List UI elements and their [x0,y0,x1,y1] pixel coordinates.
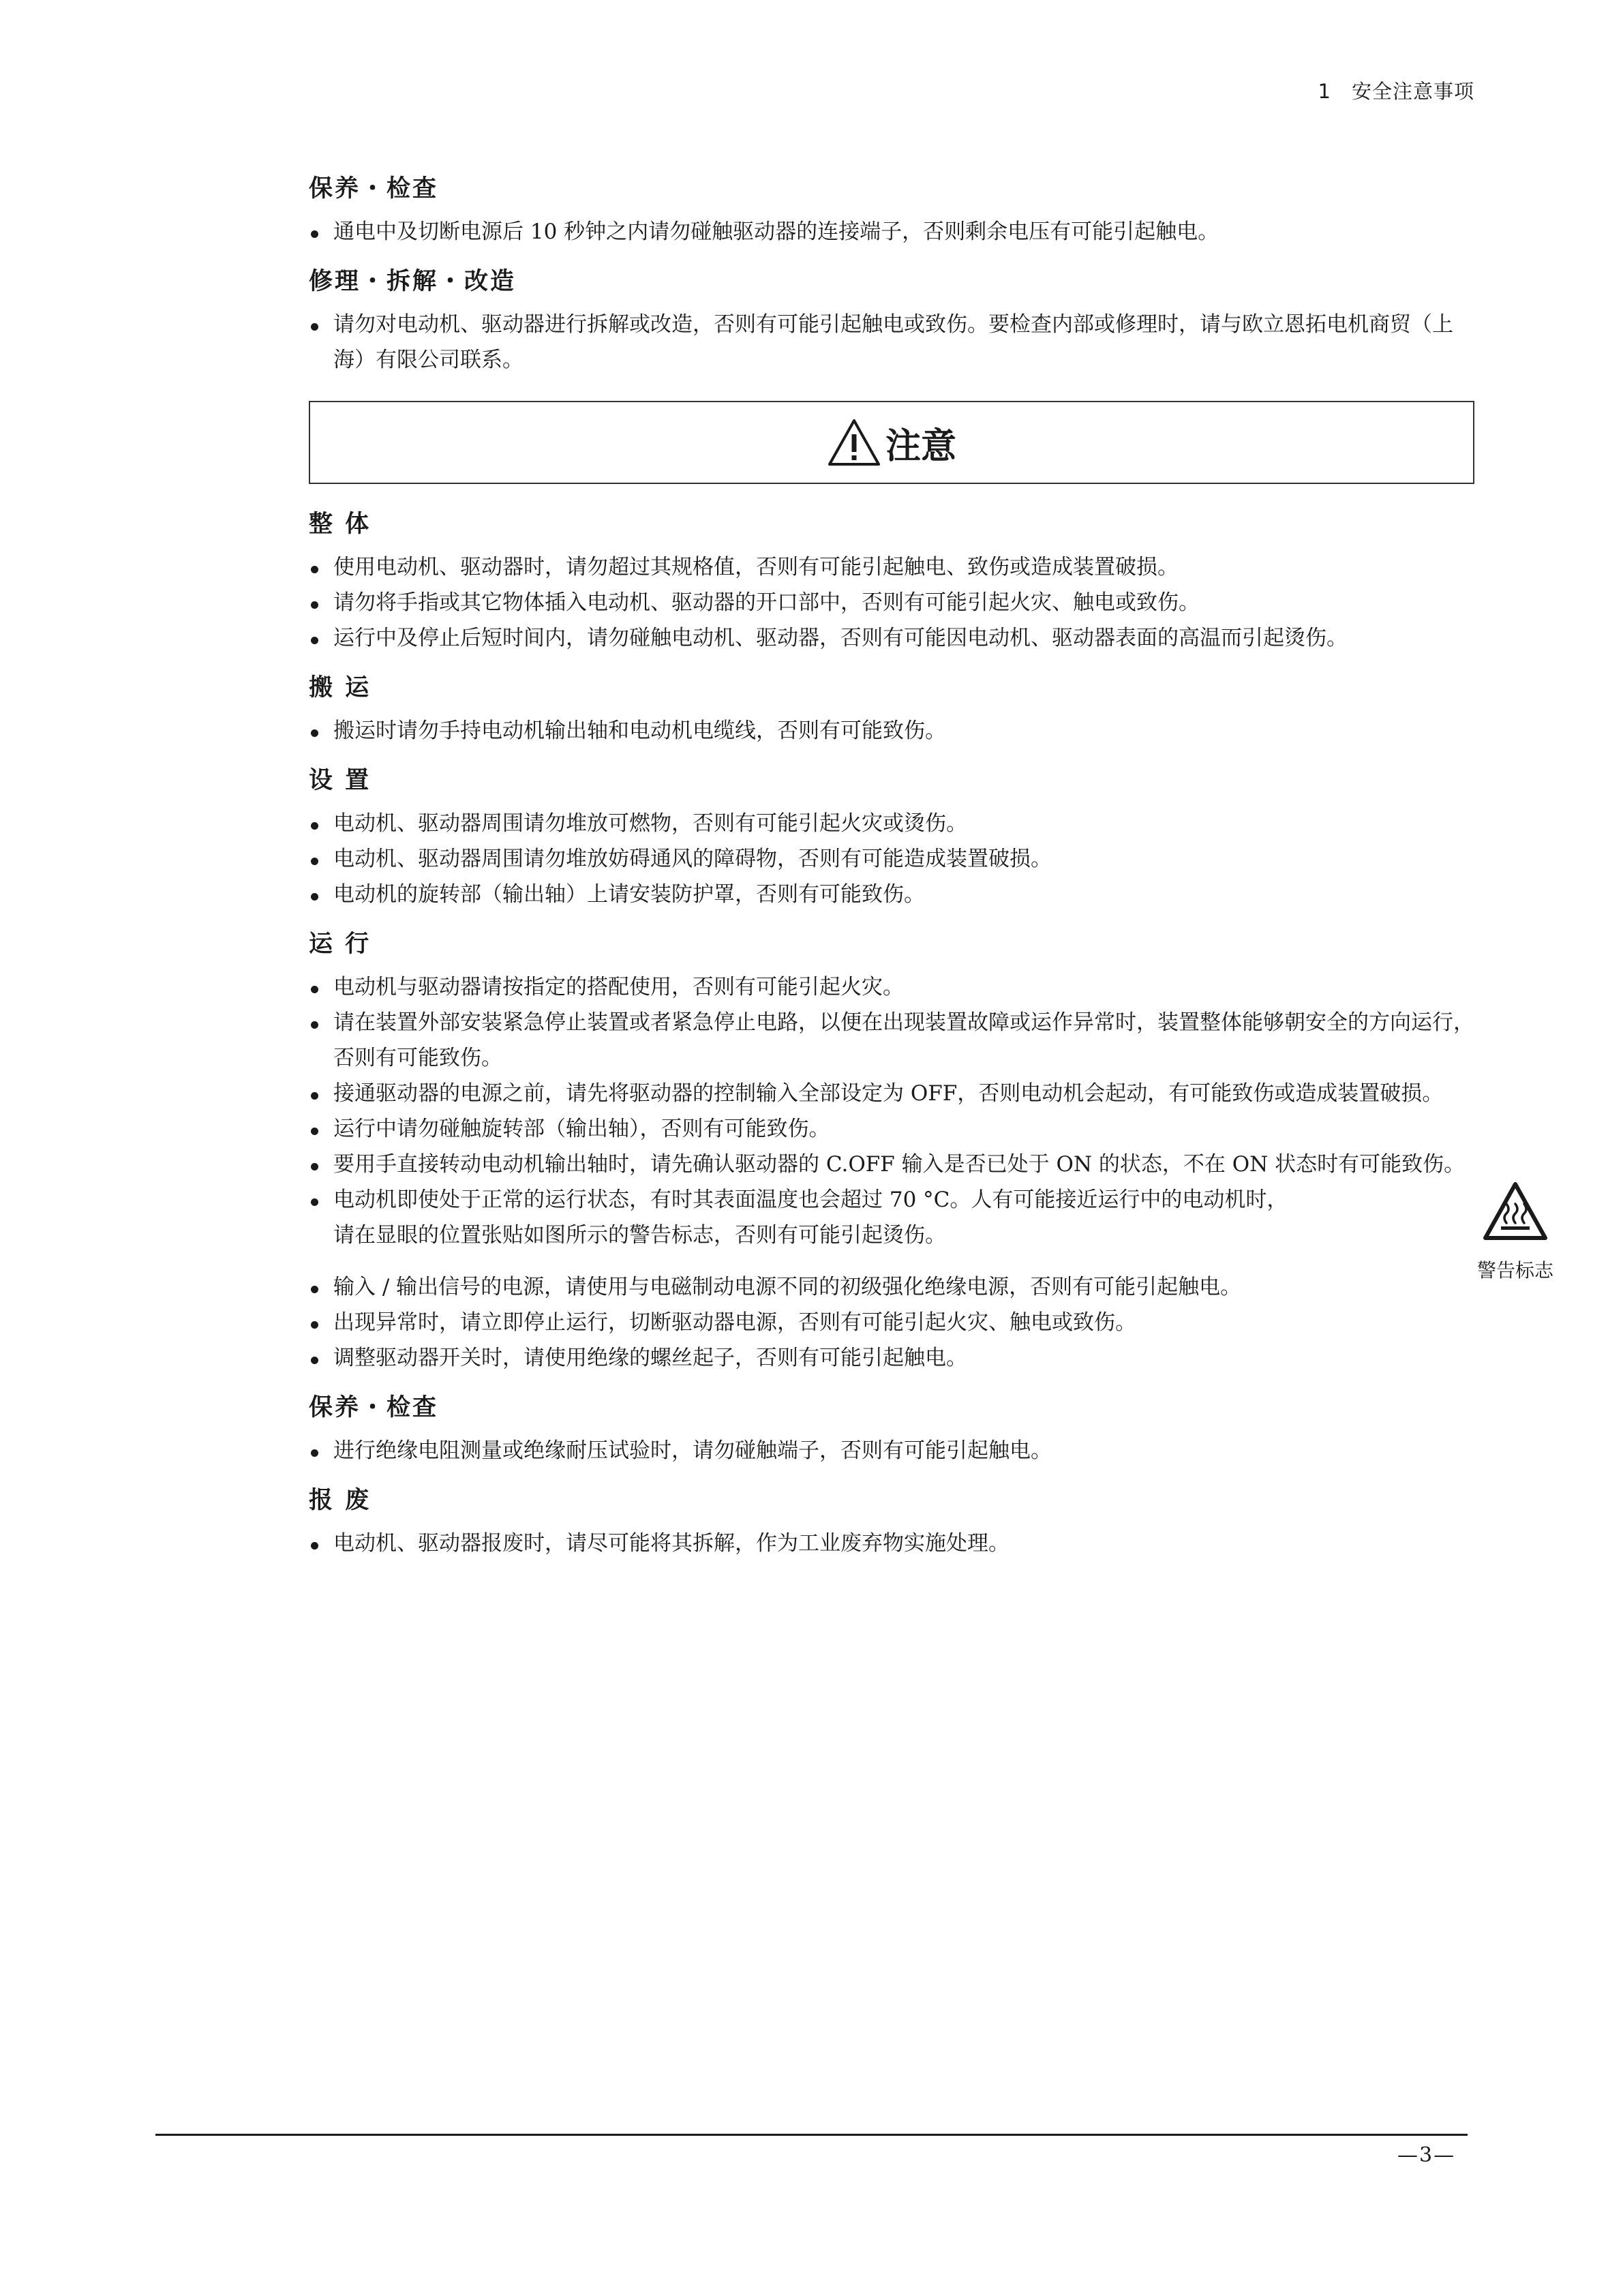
list-item: 请勿将手指或其它物体插入电动机、驱动器的开口部中，否则有可能引起火灾、触电或致伤。 [309,585,1474,620]
item-list [309,307,1474,378]
section-repair-warning [309,266,1474,378]
section-transport [309,672,1474,749]
section-maintenance-warning [309,173,1474,250]
list-item: 运行中请勿碰触旋转部（输出轴），否则有可能致伤。 [309,1111,1474,1147]
item-list [309,806,1474,912]
caution-label: 注意 [885,425,956,467]
page-header [1318,76,1474,104]
list-item: 出现异常时，请立即停止运行，切断驱动器电源，否则有可能引起火灾、触电或致伤。 [309,1305,1474,1340]
list-item: 请勿对电动机、驱动器进行拆解或改造，否则有可能引起触电或致伤。要检查内部或修理时，请与欧立恩拓电机商贸（上海）有限公司联系。 [309,307,1474,378]
chapter-title: 安全注意事项 [1351,80,1474,103]
list-item: 请在装置外部安装紧急停止装置或者紧急停止电路，以便在出现装置故障或运作异常时，装置整体能够朝安全的方向运行，否则有可能致伤。 [309,1005,1474,1076]
list-item: 电动机、驱动器周围请勿堆放可燃物，否则有可能引起火灾或烫伤。 [309,806,1474,841]
caution-banner [309,401,1474,484]
list-item: 电动机与驱动器请按指定的搭配使用，否则有可能引起火灾。 [309,969,1474,1005]
item-list [309,1526,1474,1561]
caution-banner-inner [827,417,956,468]
section-install [309,765,1474,912]
hot-surface-item [309,1182,1553,1282]
hot-sign-label: 警告标志 [1476,1259,1553,1282]
hot-surface-warning-sign [1468,1181,1563,1288]
list-item: 输入 / 输出信号的电源，请使用与电磁制动电源不同的初级强化绝缘电源，否则有可能引起触电。 [309,1269,1474,1305]
section-title: 整 体 [309,511,371,538]
list-item: 电动机、驱动器周围请勿堆放妨碍通风的障碍物，否则有可能造成装置破损。 [309,841,1474,877]
chapter-number: 1 [1318,80,1331,103]
section-title: 运 行 [309,931,371,958]
list-item: 电动机、驱动器报废时，请尽可能将其拆解，作为工业废弃物实施处理。 [309,1526,1474,1561]
list-item: 使用电动机、驱动器时，请勿超过其规格值，否则有可能引起触电、致伤或造成装置破损。 [309,549,1474,585]
hot-surface-text: 电动机即使处于正常的运行状态，有时其表面温度也会超过 70 °C。人有可能接近运行中的电动机时，请在显眼的位置张贴如图所示的警告标志，否则有可能引起烫伤。 [333,1188,1288,1248]
item-list [309,713,1474,749]
list-item: 进行绝缘电阻测量或绝缘耐压试验时，请勿碰触端子，否则有可能引起触电。 [309,1433,1474,1468]
section-title: 修理・拆解・改造 [309,268,517,295]
list-item: 电动机的旋转部（输出轴）上请安装防护罩，否则有可能致伤。 [309,877,1474,912]
list-item: 要用手直接转动电动机输出轴时，请先确认驱动器的 C.OFF 输入是否已处于 ON 的状态，不在 ON 状态时有可能致伤。 [309,1147,1474,1182]
section-title: 保养・检查 [309,1394,439,1421]
section-title: 设 置 [309,767,371,794]
item-list [309,1433,1474,1468]
footer-divider [155,2134,1468,2136]
hot-surface-icon [1482,1181,1549,1242]
section-title: 搬 运 [309,674,371,701]
list-item: 通电中及切断电源后 10 秒钟之内请勿碰触驱动器的连接端子，否则剩余电压有可能引起触电。 [309,214,1474,250]
section-title: 保养・检查 [309,175,439,202]
section-disposal [309,1485,1474,1561]
item-list [309,549,1474,656]
item-list [309,969,1553,1376]
section-operation [309,928,1553,1376]
warning-triangle-icon [827,418,881,467]
section-maintenance-caution [309,1392,1474,1468]
page-content [309,173,1553,1577]
list-item: 运行中及停止后短时间内，请勿碰触电动机、驱动器，否则有可能因电动机、驱动器表面的高温而引起烫伤。 [309,620,1474,656]
list-item: 接通驱动器的电源之前，请先将驱动器的控制输入全部设定为 OFF，否则电动机会起动，有可能致伤或造成装置破损。 [309,1076,1474,1111]
page-number: —3— [1397,2143,1456,2167]
list-item: 调整驱动器开关时，请使用绝缘的螺丝起子，否则有可能引起触电。 [309,1340,1474,1376]
list-item: 搬运时请勿手持电动机输出轴和电动机电缆线，否则有可能致伤。 [309,713,1474,749]
section-general [309,509,1474,656]
item-list [309,214,1474,250]
section-title: 报 废 [309,1487,371,1514]
